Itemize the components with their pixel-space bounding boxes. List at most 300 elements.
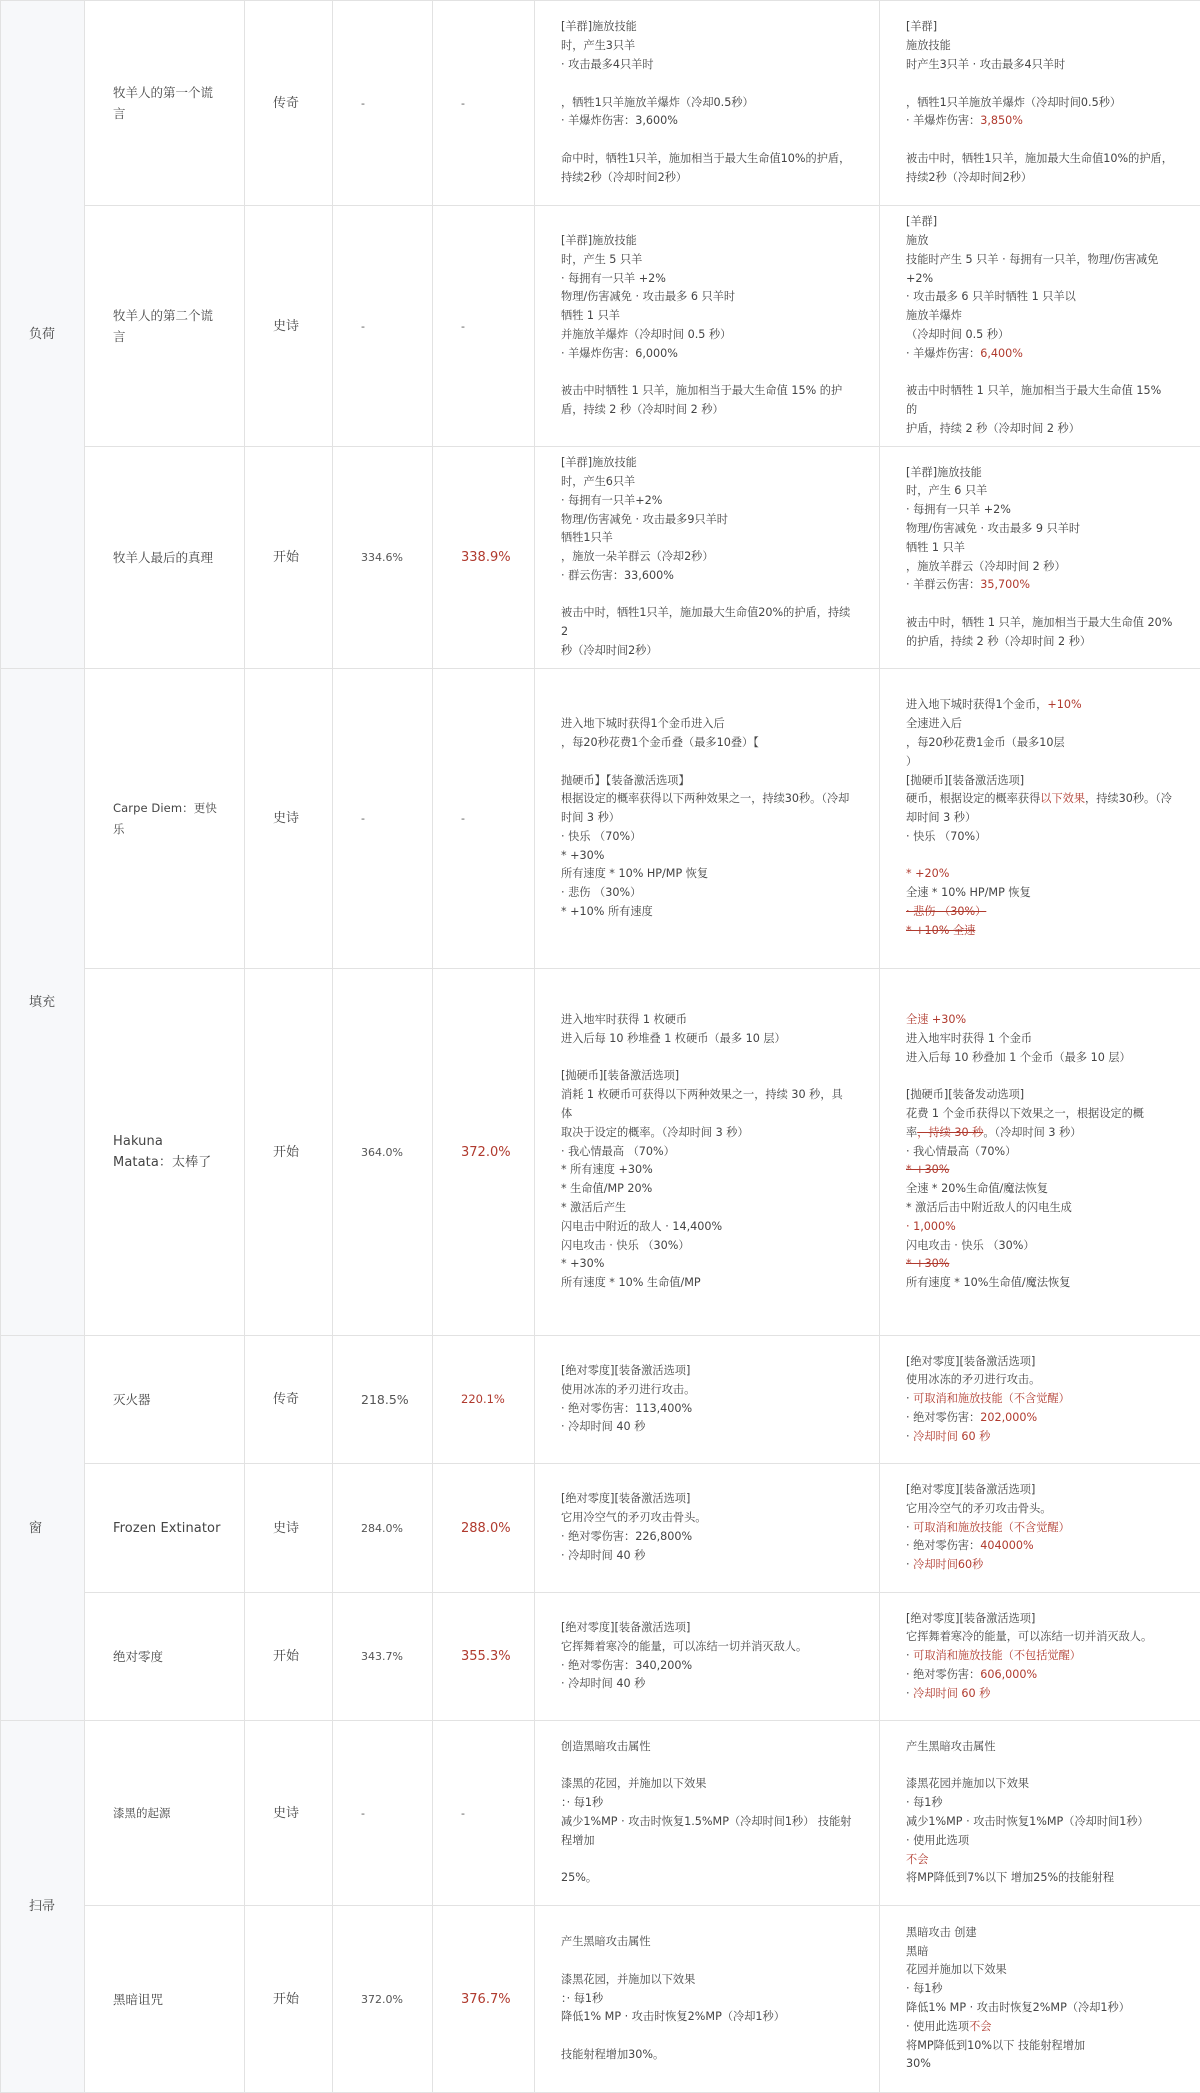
line-text: · 每拥有一只羊+2% (561, 494, 662, 507)
description-line (906, 307, 1174, 326)
line-text: 的护盾，持续 2 秒（冷却时间 2 秒） (906, 635, 1091, 648)
line-text: ，施放一朵羊群云（冷却2秒） (561, 550, 714, 563)
description-line (561, 529, 853, 548)
line-text: · 绝对零伤害： (906, 1539, 980, 1552)
line-text: 所有速度 * 10% HP/MP 恢复 (561, 867, 708, 880)
line-text: 减少1%MP · 攻击时恢复1.5%MP（冷却时间1秒） 技能射 (561, 1815, 852, 1828)
line-text: [绝对零度][装备激活选项] (906, 1355, 1035, 1368)
description-line (906, 1832, 1174, 1851)
description-line (906, 1481, 1174, 1500)
line-text: 被击中时牺牲 1 只羊，施加相当于最大生命值 15% 的护 (561, 384, 842, 397)
description-line (561, 2027, 853, 2046)
description-line (906, 326, 1174, 345)
description-line (561, 715, 853, 734)
line-text: [绝对零度][装备激活选项] (906, 1612, 1035, 1625)
description-line (561, 586, 853, 605)
line-text: 并施放羊爆炸（冷却时间 0.5 秒） (561, 328, 731, 341)
item-name: 黑暗诅咒 (85, 1906, 245, 2093)
description-line (906, 1086, 1174, 1105)
description-line (906, 420, 1174, 439)
description-line (906, 1124, 1174, 1143)
new-value: - (433, 669, 535, 969)
item-name: 灭火器 (85, 1336, 245, 1464)
old-value: - (333, 206, 433, 447)
description-line (906, 270, 1174, 289)
line-text: · 攻击最多4只羊时 (561, 58, 654, 71)
line-text: 漆黑花园，并施加以下效果 (561, 1973, 695, 1986)
description-line (561, 1218, 853, 1237)
description-line (906, 482, 1174, 501)
description-line (561, 1180, 853, 1199)
line-text: · 羊爆炸伤害： (906, 347, 980, 360)
description-line (561, 37, 853, 56)
description-line (906, 558, 1174, 577)
description-line (561, 1619, 853, 1638)
line-text: · 使用此选项 (906, 2020, 969, 2033)
description-line (906, 865, 1174, 884)
description-line (906, 1537, 1174, 1556)
line-text: [羊群]施放技能 (561, 456, 637, 469)
old-value: - (333, 669, 433, 969)
description-line (561, 567, 853, 586)
line-text: 。（冷却时间 3 秒） (983, 1126, 1081, 1139)
old-description (535, 1721, 880, 1906)
description-line (906, 251, 1174, 270)
description-line (906, 715, 1174, 734)
description-line (906, 112, 1174, 131)
line-text: · 攻击最多 6 只羊时牺牲 1 只羊以 (906, 290, 1076, 303)
description-line (906, 1851, 1174, 1870)
line-text: * +30% (561, 1257, 604, 1270)
line-text: 牺牲 1 只羊 (561, 309, 620, 322)
line-text: * +10% 所有速度 (561, 905, 653, 918)
description-line (906, 1180, 1174, 1199)
line-text: 进入后每 10 秒堆叠 1 枚硬币（最多 10 层） (561, 1032, 786, 1045)
line-text: 时，产生3只羊 (561, 39, 635, 52)
line-text: · 冷却时间 40 秒 (561, 1677, 645, 1690)
old-description (535, 1906, 880, 2093)
line-text: 取决于设定的概率。（冷却时间 3 秒） (561, 1126, 749, 1139)
description-line (906, 56, 1174, 75)
line-text: 闪电攻击 · 快乐 （30%） (906, 1239, 1035, 1252)
line-text: * 激活后击中附近敌人的闪电生成 (906, 1201, 1072, 1214)
table-row (1, 1593, 1200, 1721)
item-grade: 开始 (245, 969, 333, 1336)
description-line (906, 1067, 1174, 1086)
changed-text: 不会 (906, 1853, 928, 1866)
item-grade: 开始 (245, 447, 333, 669)
description-line (906, 1610, 1174, 1629)
removed-text: · 悲伤 （30%） (906, 905, 986, 918)
line-text: · 绝对零伤害： (906, 1411, 980, 1424)
line-text: 将MP降低到10%以下 技能射程增加 (906, 2039, 1085, 2052)
old-description (535, 1464, 880, 1593)
line-text: · 我心情最高（70%） (906, 1145, 1016, 1158)
old-value: - (333, 1721, 433, 1906)
line-text: 施放羊爆炸 (906, 309, 962, 322)
line-text: 秒（冷却时间2秒） (561, 644, 658, 657)
description-line (561, 1124, 853, 1143)
line-text: 黑暗 (906, 1945, 928, 1958)
description-line (561, 1775, 853, 1794)
description-line (561, 1675, 853, 1694)
line-text: ，牺牲1只羊施放羊爆炸（冷却0.5秒） (561, 96, 754, 109)
line-text: 黑暗攻击 创建 (906, 1926, 977, 1939)
line-text: [羊群]施放技能 (906, 466, 982, 479)
description-line (906, 1143, 1174, 1162)
description-line (561, 2046, 853, 2065)
description-line (906, 1757, 1174, 1776)
line-text: 所有速度 * 10%生命值/魔法恢复 (906, 1276, 1070, 1289)
description-line (561, 1049, 853, 1068)
description-line (906, 1161, 1174, 1180)
line-text: 盾，持续 2 秒（冷却时间 2 秒） (561, 403, 724, 416)
description-line (561, 1199, 853, 1218)
description-line (906, 94, 1174, 113)
new-description (880, 1, 1200, 206)
line-text: [抛硬币][装备激活选项] (906, 774, 1024, 787)
description-line (906, 37, 1174, 56)
item-grade: 史诗 (245, 669, 333, 969)
description-line (561, 2008, 853, 2027)
description-line (906, 1030, 1174, 1049)
description-line (561, 1418, 853, 1437)
line-text: 漆黑花园并施加以下效果 (906, 1777, 1029, 1790)
description-line (561, 1143, 853, 1162)
new-description (880, 1906, 1200, 2093)
description-line (906, 1049, 1174, 1068)
description-line (906, 1999, 1174, 2018)
line-text: 被击中时牺牲 1 只羊，施加相当于最大生命值 15% 的 (906, 384, 1161, 416)
description-line (561, 473, 853, 492)
old-value: - (333, 1, 433, 206)
description-line (906, 1647, 1174, 1666)
changed-text: 可取消和施放技能（不含觉醒） (913, 1521, 1070, 1534)
line-text: 硬币，根据设定的概率获得 (906, 792, 1040, 805)
line-text: 所有速度 * 10% 生命值/MP (561, 1276, 701, 1289)
line-text: 进入地牢时获得 1 枚硬币 (561, 1013, 687, 1026)
description-line (906, 734, 1174, 753)
description-line (561, 1030, 853, 1049)
removed-text: * +30% (906, 1257, 949, 1270)
line-text: · 快乐 （70%） (561, 830, 641, 843)
description-line (561, 604, 853, 642)
description-line (906, 576, 1174, 595)
line-text: · 群云伤害：33,600% (561, 569, 674, 582)
description-line (561, 382, 853, 401)
line-text: · 绝对零伤害：340,200% (561, 1659, 692, 1672)
description-line (906, 1666, 1174, 1685)
line-text: [抛硬币][装备激活选项] (561, 1069, 679, 1082)
description-line (561, 1490, 853, 1509)
line-text: · 绝对零伤害：113,400% (561, 1402, 692, 1415)
table-row (1, 669, 1200, 969)
line-text: 进入地牢时获得 1 个金币 (906, 1032, 1032, 1045)
line-text: 时间 3 秒） (561, 811, 620, 824)
description-line (906, 150, 1174, 169)
line-text: 25%。 (561, 1871, 597, 1884)
line-text: [绝对零度][装备激活选项] (561, 1364, 690, 1377)
description-line (906, 345, 1174, 364)
description-line (561, 326, 853, 345)
description-line (561, 884, 853, 903)
changed-text: 202,000% (980, 1411, 1037, 1424)
description-line (561, 1990, 853, 2009)
description-line (906, 1628, 1174, 1647)
description-line (561, 1237, 853, 1256)
description-line (561, 753, 853, 772)
description-line (561, 492, 853, 511)
description-line (561, 548, 853, 567)
description-line (906, 595, 1174, 614)
description-line (561, 1738, 853, 1757)
line-text: 花园并施加以下效果 (906, 1963, 1007, 1976)
description-line (561, 1381, 853, 1400)
item-name: Carpe Diem：更快乐 (85, 669, 245, 969)
description-line (561, 56, 853, 75)
item-name: 牧羊人最后的真理 (85, 447, 245, 669)
table-row (1, 969, 1200, 1336)
changed-text: * +20% (906, 867, 949, 880)
line-text: 它挥舞着寒冷的能量，可以冻结一切并消灭敌人。 (561, 1640, 807, 1653)
item-name: 漆黑的起源 (85, 1721, 245, 1906)
description-line (906, 213, 1174, 232)
description-line (906, 884, 1174, 903)
changed-text: 以下效果 (1040, 792, 1085, 805)
line-text: 被击中时，牺牲 1 只羊，施加相当于最大生命值 20% (906, 616, 1172, 629)
line-text: 却时间 3 秒） (906, 811, 976, 824)
new-value: - (433, 1721, 535, 1906)
description-line (906, 753, 1174, 772)
line-text: 牺牲 1 只羊 (906, 541, 965, 554)
description-line (906, 520, 1174, 539)
description-line (561, 1757, 853, 1776)
item-grade: 开始 (245, 1593, 333, 1721)
description-line (906, 1961, 1174, 1980)
line-text: · 每拥有一只羊 +2% (906, 503, 1011, 516)
description-line (561, 1067, 853, 1086)
description-line (906, 1390, 1174, 1409)
description-line (906, 1011, 1174, 1030)
description-line (561, 112, 853, 131)
line-text: 抛硬币】【装备激活选项】 (561, 774, 690, 787)
line-text: · (906, 1649, 913, 1662)
description-line (561, 75, 853, 94)
line-text: 进入地下城时获得1个金币， (906, 698, 1047, 711)
description-line (906, 809, 1174, 828)
description-line (906, 1218, 1174, 1237)
line-text: 物理/伤害减免 · 攻击最多 9 只羊时 (906, 522, 1080, 535)
line-text: · 羊爆炸伤害： (906, 114, 980, 127)
description-line (561, 270, 853, 289)
new-value: 288.0% (433, 1464, 535, 1593)
line-text: ，牺牲1只羊施放羊爆炸（冷却时间0.5秒） (906, 96, 1121, 109)
line-text: 护盾，持续 2 秒（冷却时间 2 秒） (906, 422, 1080, 435)
new-description (880, 1336, 1200, 1464)
line-text: ，每20秒花费1金币（最多10层 (906, 736, 1065, 749)
line-text: 被击中时，牺牲1只羊，施加最大生命值10%的护盾， (906, 152, 1173, 165)
line-text: 它挥舞着寒冷的能量，可以冻结一切并消灭敌人。 (906, 1630, 1152, 1643)
description-line (561, 94, 853, 113)
changed-text: 全速 +30% (906, 1013, 966, 1026)
item-grade: 开始 (245, 1906, 333, 2093)
description-line (906, 1775, 1174, 1794)
description-line (906, 288, 1174, 307)
description-line (561, 734, 853, 753)
line-text: 牺牲1只羊 (561, 531, 613, 544)
line-text: · (906, 1430, 913, 1443)
old-description (535, 1336, 880, 1464)
line-text: +2% (906, 272, 933, 285)
description-line (906, 2055, 1174, 2074)
line-text: · 冷却时间 40 秒 (561, 1420, 645, 1433)
line-text: （冷却时间 0.5 秒） (906, 328, 1009, 341)
description-line (906, 1943, 1174, 1962)
line-text: 漆黑的花园，并施加以下效果 (561, 1777, 706, 1790)
description-line (906, 1869, 1174, 1888)
description-line (906, 1685, 1174, 1704)
description-line (561, 809, 853, 828)
removed-text: ，持续 30 秒 (917, 1126, 983, 1139)
line-text: * +30% (561, 849, 604, 862)
description-line (906, 1519, 1174, 1538)
old-description (535, 1593, 880, 1721)
description-line (906, 1274, 1174, 1293)
old-value: 364.0% (333, 969, 433, 1336)
line-text: · (906, 1521, 913, 1534)
item-name: 牧羊人的第二个谎言 (85, 206, 245, 447)
line-text: 花费 1 个金币获得以下效果之一，根据设定的概 (906, 1107, 1144, 1120)
description-line (906, 614, 1174, 633)
description-line (906, 2037, 1174, 2056)
description-line (906, 18, 1174, 37)
category-cell: 窗 (1, 1336, 85, 1721)
description-line (561, 232, 853, 251)
line-text: ，施放羊群云（冷却时间 2 秒） (906, 560, 1066, 573)
description-line (561, 364, 853, 383)
description-line (561, 511, 853, 530)
description-line (561, 772, 853, 791)
description-line (906, 1353, 1174, 1372)
line-text: 进入后每 10 秒叠加 1 个金币（最多 10 层） (906, 1051, 1131, 1064)
line-text: 30% (906, 2057, 931, 2070)
line-text: * 激活后产生 (561, 1201, 626, 1214)
line-text: [羊群]施放技能 (561, 234, 637, 247)
new-value: 220.1% (433, 1336, 535, 1464)
description-line (561, 307, 853, 326)
description-line (906, 696, 1174, 715)
description-line (906, 772, 1174, 791)
category-cell: 负荷 (1, 1, 85, 669)
description-line (561, 1011, 853, 1030)
line-text: ：· 每1秒 (561, 1796, 603, 1809)
line-text: 物理/伤害减免 · 攻击最多9只羊时 (561, 513, 728, 526)
old-value: 334.6% (333, 447, 433, 669)
changed-text: 冷却时间 60 秒 (913, 1687, 990, 1700)
description-line (561, 454, 853, 473)
item-name: 绝对零度 (85, 1593, 245, 1721)
line-text: [抛硬币][装备发动选项] (906, 1088, 1024, 1101)
description-line (561, 1255, 853, 1274)
description-line (561, 401, 853, 420)
new-description (880, 1593, 1200, 1721)
new-description (880, 969, 1200, 1336)
line-text: 全速 * 10% HP/MP 恢复 (906, 886, 1031, 899)
item-name: Frozen Extinator (85, 1464, 245, 1593)
table-row (1, 1906, 1200, 2093)
description-line (561, 1832, 853, 1851)
description-line (561, 150, 853, 169)
description-line (561, 1547, 853, 1566)
line-text: · 每1秒 (906, 1982, 943, 1995)
line-text: ） (906, 755, 917, 768)
line-text: 它用冷空气的矛刃攻击骨头。 (561, 1511, 706, 1524)
item-grade: 传奇 (245, 1336, 333, 1464)
description-line (906, 1794, 1174, 1813)
line-text: 时产生3只羊 · 攻击最多4只羊时 (906, 58, 1065, 71)
description-line (906, 1980, 1174, 1999)
line-text: 将MP降低到7%以下 增加25%的技能射程 (906, 1871, 1114, 1884)
line-text: 被击中时，牺牲1只羊，施加最大生命值20%的护盾，持续2 (561, 606, 850, 638)
description-line (906, 828, 1174, 847)
old-description (535, 1, 880, 206)
description-line (561, 1952, 853, 1971)
line-text: 降低1% MP · 攻击时恢复2%MP（冷却1秒） (561, 2010, 785, 2023)
description-line (561, 1528, 853, 1547)
line-text: 闪电攻击 · 快乐 （30%） (561, 1239, 690, 1252)
old-value: 372.0% (333, 1906, 433, 2093)
line-text: 创造黑暗攻击属性 (561, 1740, 651, 1753)
description-line (906, 1237, 1174, 1256)
line-text: 全速进入后 (906, 717, 962, 730)
changed-text: 冷却时间 60 秒 (913, 1430, 990, 1443)
line-text: 根据设定的概率获得以下两种效果之一，持续30秒。（冷却 (561, 792, 849, 805)
changed-text: 可取消和施放技能（不包括觉醒） (913, 1649, 1081, 1662)
line-text: · 每拥有一只羊 +2% (561, 272, 666, 285)
description-line (561, 1509, 853, 1528)
description-line (561, 1362, 853, 1381)
description-line (561, 1274, 853, 1293)
description-line (561, 131, 853, 150)
line-text: 命中时，牺牲1只羊，施加相当于最大生命值10%的护盾， (561, 152, 850, 165)
line-text: 消耗 1 枚硬币可获得以下两种效果之一，持续 30 秒，具体 (561, 1088, 843, 1120)
description-line (561, 1971, 853, 1990)
new-value: 372.0% (433, 969, 535, 1336)
description-line (906, 633, 1174, 652)
line-text: 技能射程增加30%。 (561, 2048, 664, 2061)
description-line (561, 1933, 853, 1952)
description-line (906, 2018, 1174, 2037)
line-text: 时，产生 6 只羊 (906, 484, 987, 497)
line-text: 技能时产生 5 只羊 · 每拥有一只羊，物理/伤害减免 (906, 253, 1158, 266)
line-text: · (906, 1558, 913, 1571)
line-text: 产生黑暗攻击属性 (561, 1935, 651, 1948)
new-value: 338.9% (433, 447, 535, 669)
description-line (561, 865, 853, 884)
line-text: [绝对零度][装备激活选项] (561, 1492, 690, 1505)
changed-text: 606,000% (980, 1668, 1037, 1681)
line-text: 它用冷空气的矛刃攻击骨头。 (906, 1502, 1051, 1515)
changed-text: 可取消和施放技能（不含觉醒） (913, 1392, 1070, 1405)
table-row (1, 1336, 1200, 1464)
changed-text: +10% (1047, 698, 1081, 711)
description-line (906, 131, 1174, 150)
changed-text: 404000% (980, 1539, 1033, 1552)
line-text: [绝对零度][装备激活选项] (906, 1483, 1035, 1496)
old-description (535, 206, 880, 447)
description-line (906, 1105, 1174, 1124)
description-line (561, 1086, 853, 1124)
